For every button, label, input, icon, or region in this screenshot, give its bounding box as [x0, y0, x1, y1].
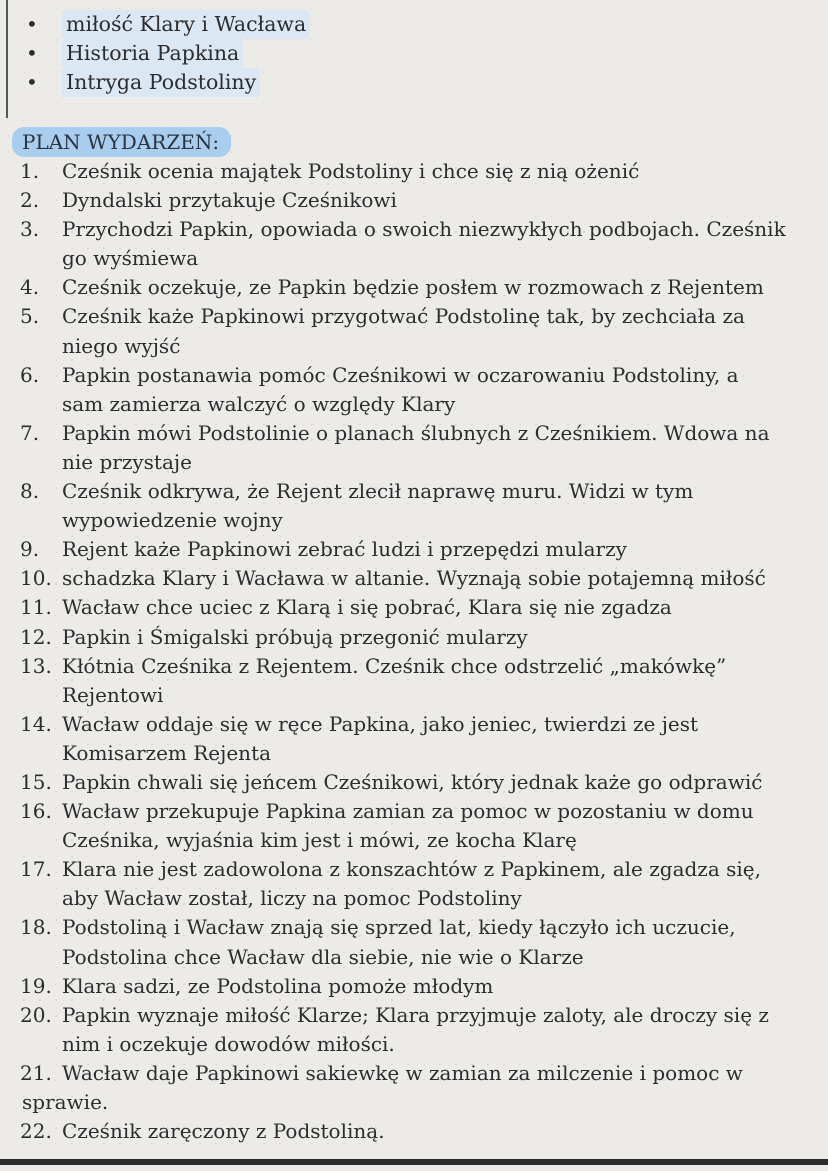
event-text-continued: go wyśmiewa: [62, 246, 199, 271]
event-text-continued: nie przystaje: [62, 449, 192, 474]
event-text: Cześnik każe Papkinowi przygotwać Podstolinę tak, by zechciała za: [62, 304, 745, 329]
event-item: [0, 215, 812, 273]
event-text: Kłótnia Cześnika z Rejentem. Cześnik chce odstrzelić „makówkę”: [62, 653, 727, 678]
event-text: Papkin chwali się jeńcem Cześnikowi, który jednak każe go odprawić: [62, 769, 763, 794]
event-item: [0, 564, 812, 593]
event-number: 12.: [20, 624, 52, 649]
event-item: [0, 972, 812, 1001]
event-item: [0, 477, 812, 535]
event-item: [0, 186, 812, 215]
event-number: 21.: [20, 1060, 52, 1085]
event-item: [0, 1001, 812, 1059]
event-number: 8.: [20, 479, 40, 504]
event-number: 7.: [20, 420, 40, 445]
margin-rule: [6, 0, 8, 118]
event-item: [0, 1059, 812, 1117]
bullet-item: [26, 10, 310, 39]
event-number: 2.: [20, 188, 40, 213]
event-item: [0, 768, 812, 797]
topic-bullet-list: [26, 10, 310, 97]
event-text: Papkin wyznaje miłość Klarze; Klara przyjmuje zaloty, ale droczy się z: [62, 1002, 769, 1027]
event-text: Cześnik odkrywa, że Rejent zlecił naprawę muru. Widzi w tym: [62, 479, 694, 504]
event-item: [0, 535, 812, 564]
event-number: 9.: [20, 537, 40, 562]
events-plan-list: [0, 157, 812, 1146]
event-item: [0, 913, 812, 971]
event-text-continued: Podstolina chce Wacław dla siebie, nie wie o Klarze: [62, 944, 584, 969]
event-number: 11.: [20, 595, 52, 620]
event-text-continued: sam zamierza walczyć o względy Klary: [62, 391, 456, 416]
event-text: Klara sadzi, ze Podstolina pomoże młodym: [62, 973, 494, 998]
event-number: 13.: [20, 653, 52, 678]
event-item: [0, 652, 812, 710]
bullet-dot-icon: •: [26, 70, 38, 94]
bullet-item: [26, 39, 310, 68]
event-number: 18.: [20, 915, 52, 940]
event-text-continued: wypowiedzenie wojny: [62, 508, 283, 533]
event-item: [0, 157, 812, 186]
event-text: Wacław przekupuje Papkina zamian za pomoc w pozostaniu w domu: [62, 799, 754, 824]
event-item: [0, 855, 812, 913]
event-number: 1.: [20, 159, 40, 183]
event-number: 15.: [20, 769, 52, 794]
event-text: Wacław chce uciec z Klarą i się pobrać, Klara się nie zgadza: [62, 595, 672, 620]
event-text: schadzka Klary i Wacława w altanie. Wyznają sobie potajemną miłość: [62, 566, 766, 591]
event-item: [0, 623, 812, 652]
event-number: 20.: [20, 1002, 52, 1027]
event-text-continued: Rejentowi: [62, 682, 164, 707]
event-number: 6.: [20, 362, 40, 387]
bullet-item: [26, 68, 310, 97]
event-number: 10.: [20, 566, 52, 591]
event-text: Papkin mówi Podstolinie o planach ślubnych z Cześnikiem. Wdowa na: [62, 420, 770, 445]
bullet-text: Historia Papkina: [62, 39, 243, 68]
event-number: 14.: [20, 711, 52, 736]
event-text: Cześnik ocenia majątek Podstoliny i chce się z nią ożenić: [62, 159, 640, 183]
event-text-continued: niego wyjść: [62, 333, 181, 358]
event-text-continued: Komisarzem Rejenta: [62, 740, 272, 765]
event-number: 22.: [20, 1119, 52, 1144]
event-number: 19.: [20, 973, 52, 998]
event-item: [0, 273, 812, 302]
event-item: [0, 361, 812, 419]
event-text: Cześnik oczekuje, ze Papkin będzie posłem w rozmowach z Rejentem: [62, 275, 764, 300]
bullet-text: Intryga Podstoliny: [62, 68, 260, 97]
section-heading: PLAN WYDARZEŃ:: [12, 127, 231, 157]
event-text: Rejent każe Papkinowi zebrać ludzi i przepędzi mularzy: [62, 537, 627, 562]
event-text: Podstoliną i Wacław znają się sprzed lat, kiedy łączyło ich uczucie,: [62, 915, 736, 940]
event-number: 4.: [20, 275, 40, 300]
event-text: Wacław daje Papkinowi sakiewkę w zamian za milczenie i pomoc w: [62, 1060, 743, 1085]
event-text: Przychodzi Papkin, opowiada o swoich niezwykłych podbojach. Cześnik: [62, 217, 786, 242]
event-number: 5.: [20, 304, 40, 329]
event-text: Dyndalski przytakuje Cześnikowi: [62, 188, 397, 213]
event-item: [0, 797, 812, 855]
event-text-continued: aby Wacław został, liczy na pomoc Podstoliny: [62, 886, 522, 911]
event-number: 16.: [20, 799, 52, 824]
event-text: Klara nie jest zadowolona z konszachtów z Papkinem, ale zgadza się,: [62, 857, 761, 882]
event-text: Papkin i Śmigalski próbują przegonić mularzy: [62, 624, 528, 649]
bullet-dot-icon: •: [26, 12, 38, 36]
event-item: [0, 419, 812, 477]
event-text-continued: Cześnika, wyjaśnia kim jest i mówi, ze kocha Klarę: [62, 828, 577, 853]
event-number: 17.: [20, 857, 52, 882]
event-text-continued: nim i oczekuje dowodów miłości.: [62, 1031, 395, 1056]
event-item: [0, 1117, 812, 1146]
event-number: 3.: [20, 217, 40, 242]
event-text: Papkin postanawia pomóc Cześnikowi w oczarowaniu Podstoliny, a: [62, 362, 739, 387]
event-text-continued: sprawie.: [22, 1090, 109, 1114]
bullet-text: miłość Klary i Wacława: [62, 10, 310, 39]
event-item: [0, 710, 812, 768]
event-text: Wacław oddaje się w ręce Papkina, jako jeniec, twierdzi ze jest: [62, 711, 699, 736]
bottom-rule: [0, 1159, 828, 1165]
event-text: Cześnik zaręczony z Podstoliną.: [62, 1119, 385, 1144]
event-item: [0, 302, 812, 360]
bullet-dot-icon: •: [26, 41, 38, 65]
event-item: [0, 593, 812, 622]
